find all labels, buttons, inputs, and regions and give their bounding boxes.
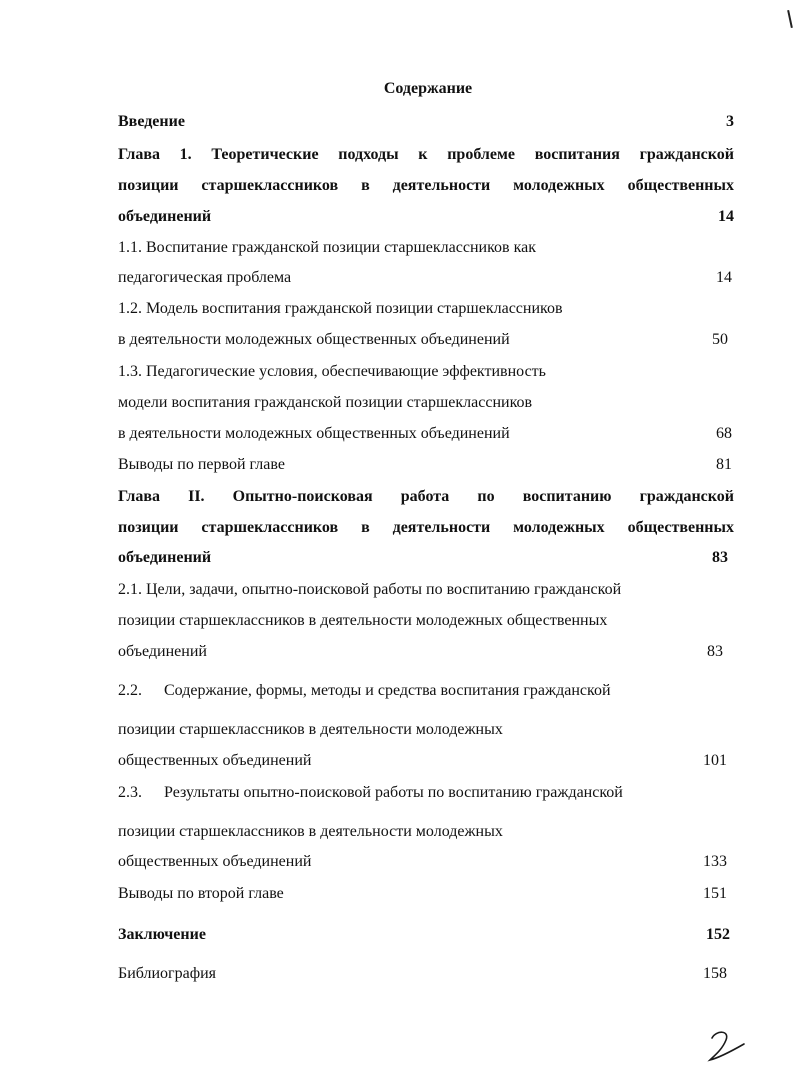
toc-1-3-line1: 1.3. Педагогические условия, обеспечивающие эффективность — [118, 363, 546, 380]
toc-2-3-line2: позиции старшеклассников в деятельности молодежных — [118, 823, 503, 840]
page-title: Содержание — [383, 80, 473, 97]
toc-2-2-text: Содержание, формы, методы и средства воспитания гражданской — [164, 682, 611, 699]
toc-2-3-page: 133 — [703, 853, 727, 870]
toc-2-1-line2: позиции старшеклассников в деятельности молодежных общественных — [118, 612, 608, 629]
toc-ch2-conclusion-label: Выводы по второй главе — [118, 885, 284, 902]
toc-1-3-line2: модели воспитания гражданской позиции старшеклассников — [118, 394, 533, 411]
toc-2-1-line3: объединений — [118, 643, 207, 660]
toc-ch2-title-line1: Глава II. Опытно-поисковая работа по воспитанию гражданской — [118, 488, 734, 505]
toc-1-1-line1: 1.1. Воспитание гражданской позиции старшеклассников как — [118, 239, 537, 256]
handwritten-page-number — [700, 1026, 750, 1066]
toc-2-1-page: 83 — [707, 643, 723, 660]
toc-1-1-line2: педагогическая проблема — [118, 269, 292, 286]
scan-mark — [787, 10, 793, 28]
toc-ch2-page: 83 — [712, 549, 728, 566]
toc-2-2-line2: позиции старшеклассников в деятельности молодежных — [118, 721, 503, 738]
toc-2-2-number: 2.2. — [118, 682, 142, 699]
toc-2-1-line1: 2.1. Цели, задачи, опытно-поисковой работы по воспитанию гражданской — [118, 581, 622, 598]
toc-2-3-line1 — [118, 783, 734, 803]
toc-ch2-conclusion-page: 151 — [703, 885, 727, 902]
toc-ch1-title-line1: Глава 1. Теоретические подходы к проблеме воспитания гражданской — [118, 146, 734, 163]
toc-1-2-page: 50 — [712, 331, 728, 348]
toc-1-1-page: 14 — [716, 269, 732, 286]
toc-2-3-number: 2.3. — [118, 784, 142, 801]
toc-ch1-conclusion-label: Выводы по первой главе — [118, 456, 285, 473]
toc-2-2-line3: общественных объединений — [118, 752, 312, 769]
toc-ch2-title-line3: объединений — [118, 549, 212, 566]
toc-ch1-page: 14 — [718, 208, 734, 225]
toc-biblio-page: 158 — [703, 965, 727, 982]
toc-1-3-line3: в деятельности молодежных общественных объединений — [118, 425, 510, 442]
toc-ch1-conclusion-page: 81 — [716, 456, 732, 473]
toc-final-page: 152 — [706, 926, 730, 943]
toc-final-label: Заключение — [118, 926, 206, 943]
toc-2-3-line3: общественных объединений — [118, 853, 312, 870]
toc-2-3-text: Результаты опытно-поисковой работы по воспитанию гражданской — [164, 784, 623, 801]
toc-ch1-title-line3: объединений — [118, 208, 212, 225]
toc-1-3-page: 68 — [716, 425, 732, 442]
toc-ch1-title-line2: позиции старшеклассников в деятельности молодежных общественных — [118, 177, 734, 194]
toc-2-2-page: 101 — [703, 752, 727, 769]
toc-ch2-title-line2: позиции старшеклассников в деятельности молодежных общественных — [118, 519, 734, 536]
toc-1-2-line2: в деятельности молодежных общественных объединений — [118, 331, 510, 348]
toc-1-2-line1: 1.2. Модель воспитания гражданской позиции старшеклассников — [118, 300, 563, 317]
toc-2-2-line1 — [118, 681, 734, 701]
toc-biblio-label: Библиография — [118, 965, 216, 982]
toc-intro-page: 3 — [726, 113, 734, 130]
toc-intro-label: Введение — [118, 113, 185, 130]
